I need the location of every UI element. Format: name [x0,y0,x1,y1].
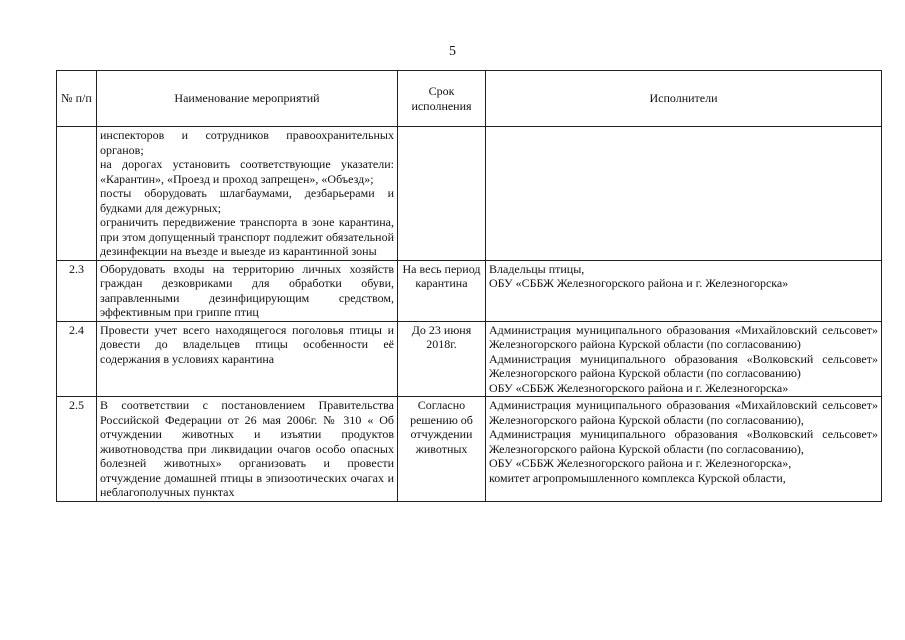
executors-cell [486,260,882,321]
table-row [57,260,882,321]
executor-text: ОБУ «СББЖ Железногорского района и г. Железногорска», [489,456,792,470]
measure-cell [97,260,398,321]
header-name: Наименование мероприятий [97,71,398,127]
executor-text: Администрация муниципального образования «Михайловский сельсовет» Железногорского района Курской области (по согласованию) [489,322,878,351]
table-row [57,127,882,261]
executor-text: Администрация муниципального образования «Волковский сельсовет» Железногорского района Курской области (по согласованию) [489,351,878,380]
measure-cell [97,321,398,397]
term-cell: До 23 июня 2018г. [398,321,486,397]
row-number: 2.3 [57,260,97,321]
measure-text: Провести учет всего находящегося поголовья птицы и довести до владельцев птицы особенности её содержания в условиях карантина [100,322,394,366]
executor-text: ОБУ «СББЖ Железногорского района и г. Железногорска» [489,276,789,290]
table-body [57,127,882,502]
term-cell: На весь период карантина [398,260,486,321]
row-number: 2.5 [57,397,97,502]
page-number: 5 [449,44,456,59]
executor-text: Администрация муниципального образования «Волковский сельсовет» Железногорского района Курской области (по согласованию), [489,427,878,456]
executors-cell [486,321,882,397]
executor-text: Владельцы птицы, [489,261,585,276]
executors-cell [486,397,882,502]
term-cell: Согласно решению об отчуждении животных [398,397,486,502]
table-header-row [57,71,882,127]
executor-text: ОБУ «СББЖ Железногорского района и г. Железногорска» [489,380,789,395]
measure-cell [97,397,398,502]
measure-text: Оборудовать входы на территорию личных хозяйств граждан дезковриками для обработки обуви, заправленными дезинфицирующим средством, эффективным при гриппе птиц [100,261,394,319]
row-number [57,127,97,261]
measure-text: на дорогах установить соответствующие указатели: «Карантин», «Проезд и проход запрещен», «Объезд»; [100,157,394,186]
row-number: 2.4 [57,321,97,397]
measure-text: инспекторов и сотрудников правоохранительных органов; [100,128,394,157]
measure-text: посты оборудовать шлагбаумами, дезбарьерами и будками для дежурных; [100,186,394,215]
executor-text: Администрация муниципального образования «Михайловский сельсовет» Железногорского района Курской области (по согласованию), [489,398,878,427]
term-cell [398,127,486,261]
measures-table [56,70,882,502]
header-num: № п/п [57,71,97,127]
measure-cell [97,127,398,261]
measure-text: В соответствии с постановлением Правительства Российской Федерации от 26 мая 2006г. № 310 « Об отчуждении животных и изъятии продуктов животноводства при ликвидации очагов особо опасных болезней животных» организовать и провести отчуждение домашней птицы в эпизоотических очагах и неблагополучных пунктах [100,398,394,499]
header-executors: Исполнители [486,71,882,127]
executors-cell [486,127,882,261]
table-row [57,397,882,502]
table-row [57,321,882,397]
executor-text: комитет агропромышленного комплекса Курской области, [489,470,786,485]
header-term: Срок исполнения [398,71,486,127]
measure-text: ограничить передвижение транспорта в зоне карантина, при этом допущенный транспорт подлежит обязательной дезинфекции на въезде и выезде из карантинной зоны [100,215,394,258]
